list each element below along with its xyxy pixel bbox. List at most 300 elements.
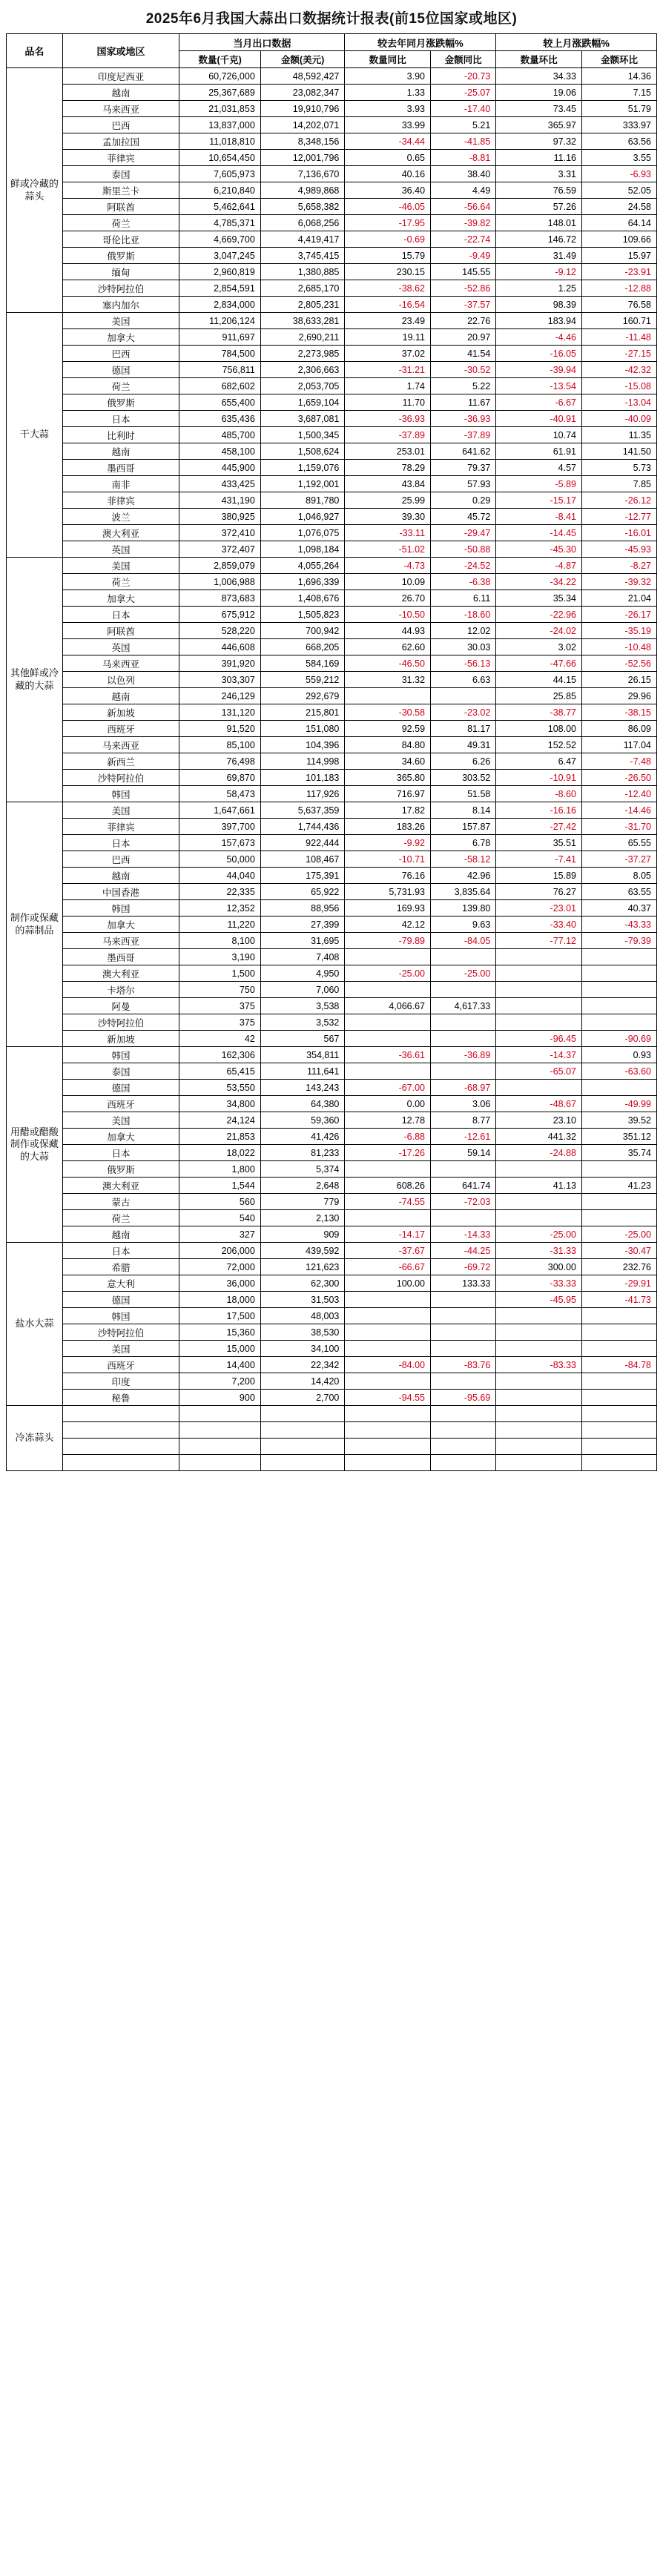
table-row [7,150,657,166]
qty-mom-cell: -77.12 [496,933,582,949]
qty-mom-cell: -47.66 [496,655,582,672]
amount-mom-cell: -90.69 [582,1031,657,1047]
country-cell: 美国 [62,313,179,329]
amount-cell: 38,530 [260,1324,345,1341]
amount-mom-cell: 76.58 [582,297,657,313]
qty-yoy-cell: -36.93 [345,411,431,427]
qty-yoy-cell: -25.00 [345,965,431,982]
qty-cell: 91,520 [179,721,260,737]
qty-mom-cell [496,1210,582,1226]
table-row [7,1341,657,1357]
amount-yoy-cell [431,1439,496,1455]
amount-yoy-cell [431,1014,496,1031]
amount-yoy-cell: -6.38 [431,574,496,590]
country-cell: 沙特阿拉伯 [62,280,179,297]
amount-yoy-cell: -56.13 [431,655,496,672]
qty-mom-cell: 76.59 [496,182,582,199]
amount-yoy-cell: 303.52 [431,770,496,786]
qty-mom-cell: -4.87 [496,558,582,574]
amount-yoy-cell [431,1308,496,1324]
country-cell: 意大利 [62,1275,179,1292]
amount-yoy-cell: 11.67 [431,394,496,411]
qty-cell: 69,870 [179,770,260,786]
qty-mom-cell: 25.85 [496,688,582,704]
qty-mom-cell: 148.01 [496,215,582,231]
amount-mom-cell: 29.96 [582,688,657,704]
amount-yoy-cell: 5.22 [431,378,496,394]
amount-mom-cell: -84.78 [582,1357,657,1373]
amount-cell: 64,380 [260,1096,345,1112]
amount-yoy-cell: -56.64 [431,199,496,215]
qty-cell: 24,124 [179,1112,260,1129]
amount-mom-cell: 0.93 [582,1047,657,1063]
table-row [7,1145,657,1161]
qty-mom-cell: 146.72 [496,231,582,248]
amount-mom-cell: -31.70 [582,819,657,835]
qty-yoy-cell: 4,066.67 [345,998,431,1014]
table-row [7,1129,657,1145]
qty-cell: 900 [179,1390,260,1406]
qty-yoy-cell [345,1324,431,1341]
table-header [7,34,657,68]
qty-yoy-cell [345,1422,431,1439]
amount-yoy-cell: -58.12 [431,851,496,868]
table-row [7,1390,657,1406]
qty-yoy-cell: -94.55 [345,1390,431,1406]
qty-yoy-cell: -37.67 [345,1243,431,1259]
amount-yoy-cell: -50.88 [431,541,496,558]
amount-yoy-cell [431,1292,496,1308]
qty-cell: 36,000 [179,1275,260,1292]
table-row [7,704,657,721]
table-row [7,737,657,753]
amount-yoy-cell [431,1324,496,1341]
amount-mom-cell: -79.39 [582,933,657,949]
amount-yoy-cell: -37.89 [431,427,496,443]
table-row [7,949,657,965]
table-row [7,1357,657,1373]
qty-cell: 10,654,450 [179,150,260,166]
qty-mom-cell: 34.33 [496,68,582,85]
amount-cell: 1,380,885 [260,264,345,280]
amount-cell: 111,641 [260,1063,345,1080]
amount-mom-cell [582,1080,657,1096]
qty-mom-cell [496,998,582,1014]
amount-cell: 121,623 [260,1259,345,1275]
qty-mom-cell: -10.91 [496,770,582,786]
amount-mom-cell: 24.58 [582,199,657,215]
amount-mom-cell: 7.85 [582,476,657,492]
country-cell: 斯里兰卡 [62,182,179,199]
country-cell: 加拿大 [62,329,179,346]
qty-cell: 911,697 [179,329,260,346]
amount-yoy-cell: -30.52 [431,362,496,378]
qty-yoy-cell: -4.73 [345,558,431,574]
table-row [7,1031,657,1047]
country-cell: 马来西亚 [62,737,179,753]
country-cell: 俄罗斯 [62,394,179,411]
amount-mom-cell: -40.09 [582,411,657,427]
category-cell: 其他鲜或冷藏的大蒜 [7,558,63,802]
amount-mom-cell: 3.55 [582,150,657,166]
amount-mom-cell: -42.32 [582,362,657,378]
qty-cell: 540 [179,1210,260,1226]
country-cell: 希腊 [62,1259,179,1275]
amount-cell: 215,801 [260,704,345,721]
country-cell: 越南 [62,1226,179,1243]
amount-yoy-cell: -83.76 [431,1357,496,1373]
amount-yoy-cell: -8.81 [431,150,496,166]
qty-mom-cell [496,1406,582,1422]
table-row [7,933,657,949]
country-cell: 阿联酋 [62,199,179,215]
qty-mom-cell: 10.74 [496,427,582,443]
amount-cell: 292,679 [260,688,345,704]
qty-cell: 2,854,591 [179,280,260,297]
table-row [7,721,657,737]
qty-mom-cell [496,1455,582,1471]
amount-cell: 4,989,868 [260,182,345,199]
qty-yoy-cell: -46.50 [345,655,431,672]
amount-cell: 19,910,796 [260,101,345,117]
amount-yoy-cell [431,1341,496,1357]
country-cell: 以色列 [62,672,179,688]
amount-cell: 1,076,075 [260,525,345,541]
qty-yoy-cell: 100.00 [345,1275,431,1292]
qty-cell: 2,834,000 [179,297,260,313]
table-row [7,998,657,1014]
amount-cell: 104,396 [260,737,345,753]
amount-mom-cell [582,1455,657,1471]
amount-mom-cell: 51.79 [582,101,657,117]
qty-yoy-cell: 365.80 [345,770,431,786]
amount-yoy-cell: -9.49 [431,248,496,264]
qty-cell: 15,000 [179,1341,260,1357]
qty-yoy-cell: 76.16 [345,868,431,884]
qty-yoy-cell: 3.90 [345,68,431,85]
qty-yoy-cell: 25.99 [345,492,431,509]
qty-cell: 391,920 [179,655,260,672]
amount-yoy-cell: 6.78 [431,835,496,851]
qty-cell: 12,352 [179,900,260,917]
qty-yoy-cell [345,1031,431,1047]
qty-mom-cell: -25.00 [496,1226,582,1243]
qty-mom-cell: 183.94 [496,313,582,329]
amount-mom-cell: -23.91 [582,264,657,280]
amount-mom-cell: 26.15 [582,672,657,688]
qty-yoy-cell: -74.55 [345,1194,431,1210]
amount-mom-cell: -39.32 [582,574,657,590]
amount-cell: 559,212 [260,672,345,688]
qty-yoy-cell: 42.12 [345,917,431,933]
qty-cell: 433,425 [179,476,260,492]
table-row [7,639,657,655]
amount-yoy-cell: 45.72 [431,509,496,525]
qty-cell: 18,000 [179,1292,260,1308]
amount-yoy-cell: 6.11 [431,590,496,607]
qty-yoy-cell: 19.11 [345,329,431,346]
amount-yoy-cell: 4,617.33 [431,998,496,1014]
amount-yoy-cell [431,1031,496,1047]
table-row [7,1210,657,1226]
amount-mom-cell: -27.15 [582,346,657,362]
amount-yoy-cell: 8.77 [431,1112,496,1129]
amount-yoy-cell: 145.55 [431,264,496,280]
amount-yoy-cell: -22.74 [431,231,496,248]
qty-mom-cell: 73.45 [496,101,582,117]
amount-mom-cell [582,982,657,998]
table-row [7,264,657,280]
table-row [7,965,657,982]
amount-cell: 4,055,264 [260,558,345,574]
qty-cell: 1,006,988 [179,574,260,590]
qty-yoy-cell: 253.01 [345,443,431,460]
amount-cell: 7,408 [260,949,345,965]
qty-yoy-cell: 36.40 [345,182,431,199]
country-cell: 马来西亚 [62,933,179,949]
qty-cell: 655,400 [179,394,260,411]
qty-mom-cell: -27.42 [496,819,582,835]
qty-yoy-cell: 169.93 [345,900,431,917]
country-cell: 荷兰 [62,378,179,394]
qty-cell: 11,220 [179,917,260,933]
header-qty-mom: 数量环比 [496,51,582,68]
qty-yoy-cell: 43.84 [345,476,431,492]
amount-yoy-cell: -69.72 [431,1259,496,1275]
country-cell: 韩国 [62,1308,179,1324]
amount-cell: 88,956 [260,900,345,917]
category-cell: 冷冻蒜头 [7,1406,63,1471]
qty-yoy-cell: 15.79 [345,248,431,264]
qty-cell: 458,100 [179,443,260,460]
qty-cell: 60,726,000 [179,68,260,85]
amount-mom-cell: 160.71 [582,313,657,329]
amount-cell: 7,136,670 [260,166,345,182]
qty-mom-cell: -9.12 [496,264,582,280]
country-cell: 荷兰 [62,1210,179,1226]
country-cell: 新加坡 [62,704,179,721]
amount-mom-cell [582,1422,657,1439]
country-cell: 菲律宾 [62,150,179,166]
amount-mom-cell: 7.15 [582,85,657,101]
amount-mom-cell: -12.40 [582,786,657,802]
amount-mom-cell: -49.99 [582,1096,657,1112]
qty-cell: 528,220 [179,623,260,639]
country-cell: 西班牙 [62,721,179,737]
amount-mom-cell: -45.93 [582,541,657,558]
amount-mom-cell: 39.52 [582,1112,657,1129]
qty-mom-cell [496,965,582,982]
amount-cell [260,1455,345,1471]
qty-cell: 756,811 [179,362,260,378]
amount-cell: 1,505,823 [260,607,345,623]
amount-mom-cell: -37.27 [582,851,657,868]
qty-cell: 44,040 [179,868,260,884]
country-cell: 荷兰 [62,574,179,590]
category-cell: 盐水大蒜 [7,1243,63,1406]
amount-mom-cell: -13.04 [582,394,657,411]
qty-mom-cell [496,1161,582,1178]
amount-yoy-cell: 57.93 [431,476,496,492]
qty-yoy-cell [345,1161,431,1178]
country-cell: 菲律宾 [62,492,179,509]
amount-yoy-cell: 3.06 [431,1096,496,1112]
table-row [7,1080,657,1096]
amount-mom-cell: 11.35 [582,427,657,443]
amount-yoy-cell [431,1455,496,1471]
amount-yoy-cell: -25.00 [431,965,496,982]
amount-mom-cell [582,1390,657,1406]
qty-mom-cell [496,949,582,965]
table-row [7,1096,657,1112]
qty-cell: 162,306 [179,1047,260,1063]
table-row [7,917,657,933]
amount-mom-cell [582,1373,657,1390]
amount-cell: 31,503 [260,1292,345,1308]
qty-cell: 675,912 [179,607,260,623]
qty-mom-cell: -4.46 [496,329,582,346]
amount-mom-cell: -8.27 [582,558,657,574]
country-cell: 美国 [62,558,179,574]
country-cell: 加拿大 [62,590,179,607]
qty-cell: 6,210,840 [179,182,260,199]
qty-mom-cell: -45.30 [496,541,582,558]
amount-yoy-cell: -68.97 [431,1080,496,1096]
qty-cell: 2,859,079 [179,558,260,574]
table-row [7,819,657,835]
qty-yoy-cell: 40.16 [345,166,431,182]
amount-yoy-cell: -52.86 [431,280,496,297]
qty-mom-cell: -23.01 [496,900,582,917]
qty-mom-cell: -31.33 [496,1243,582,1259]
qty-yoy-cell: 1.74 [345,378,431,394]
qty-mom-cell: -15.17 [496,492,582,509]
amount-mom-cell: 35.74 [582,1145,657,1161]
amount-cell: 779 [260,1194,345,1210]
amount-mom-cell [582,1308,657,1324]
amount-cell: 2,700 [260,1390,345,1406]
qty-yoy-cell: -31.21 [345,362,431,378]
table-row [7,982,657,998]
amount-cell: 14,420 [260,1373,345,1390]
qty-cell [179,1406,260,1422]
amount-cell: 2,648 [260,1178,345,1194]
amount-cell: 2,805,231 [260,297,345,313]
qty-yoy-cell: -84.00 [345,1357,431,1373]
table-row [7,753,657,770]
table-row [7,786,657,802]
amount-cell: 143,243 [260,1080,345,1096]
qty-cell: 380,925 [179,509,260,525]
country-cell: 澳大利亚 [62,1178,179,1194]
country-cell [62,1439,179,1455]
table-row [7,835,657,851]
qty-mom-cell [496,1439,582,1455]
country-cell [62,1406,179,1422]
qty-yoy-cell: 183.26 [345,819,431,835]
qty-yoy-cell: 1.33 [345,85,431,101]
amount-cell: 5,637,359 [260,802,345,819]
amount-mom-cell [582,949,657,965]
amount-mom-cell: 141.50 [582,443,657,460]
qty-yoy-cell [345,982,431,998]
amount-cell: 23,082,347 [260,85,345,101]
amount-yoy-cell [431,1063,496,1080]
amount-cell: 1,046,927 [260,509,345,525]
country-cell: 日本 [62,607,179,623]
table-row [7,574,657,590]
amount-yoy-cell: 30.03 [431,639,496,655]
qty-cell: 50,000 [179,851,260,868]
amount-yoy-cell: -17.40 [431,101,496,117]
country-cell: 沙特阿拉伯 [62,1014,179,1031]
amount-yoy-cell [431,1373,496,1390]
table-row [7,1243,657,1259]
amount-mom-cell: -26.12 [582,492,657,509]
country-cell: 孟加拉国 [62,133,179,150]
table-row [7,802,657,819]
country-cell: 阿联酋 [62,623,179,639]
table-row [7,1439,657,1455]
amount-cell: 2,130 [260,1210,345,1226]
qty-yoy-cell [345,1455,431,1471]
category-cell: 用醋或醋酸制作或保藏的大蒜 [7,1047,63,1243]
table-row [7,1178,657,1194]
amount-cell: 2,273,985 [260,346,345,362]
qty-mom-cell: -33.33 [496,1275,582,1292]
amount-cell: 27,399 [260,917,345,933]
table-row [7,1292,657,1308]
qty-yoy-cell: -10.50 [345,607,431,623]
country-cell: 俄罗斯 [62,248,179,264]
qty-mom-cell [496,982,582,998]
amount-yoy-cell: 38.40 [431,166,496,182]
amount-mom-cell: -30.47 [582,1243,657,1259]
amount-mom-cell: -26.17 [582,607,657,623]
amount-yoy-cell: 6.26 [431,753,496,770]
amount-cell: 2,306,663 [260,362,345,378]
amount-mom-cell: 65.55 [582,835,657,851]
amount-mom-cell: 117.04 [582,737,657,753]
country-cell: 蒙古 [62,1194,179,1210]
qty-cell: 58,473 [179,786,260,802]
country-cell: 韩国 [62,1047,179,1063]
amount-cell: 891,780 [260,492,345,509]
country-cell: 新加坡 [62,1031,179,1047]
table-row [7,476,657,492]
amount-mom-cell: 15.97 [582,248,657,264]
table-row [7,607,657,623]
amount-mom-cell: 333.97 [582,117,657,133]
amount-yoy-cell: -84.05 [431,933,496,949]
qty-mom-cell: -65.07 [496,1063,582,1080]
amount-mom-cell [582,1324,657,1341]
amount-cell: 34,100 [260,1341,345,1357]
qty-yoy-cell [345,1341,431,1357]
country-cell: 墨西哥 [62,949,179,965]
country-cell: 俄罗斯 [62,1161,179,1178]
amount-cell: 5,374 [260,1161,345,1178]
country-cell: 日本 [62,1243,179,1259]
table-body [7,68,657,1471]
amount-mom-cell: -11.48 [582,329,657,346]
amount-cell: 1,159,076 [260,460,345,476]
qty-cell: 131,120 [179,704,260,721]
category-cell: 干大蒜 [7,313,63,558]
amount-yoy-cell: 22.76 [431,313,496,329]
qty-cell: 431,190 [179,492,260,509]
table-row [7,623,657,639]
